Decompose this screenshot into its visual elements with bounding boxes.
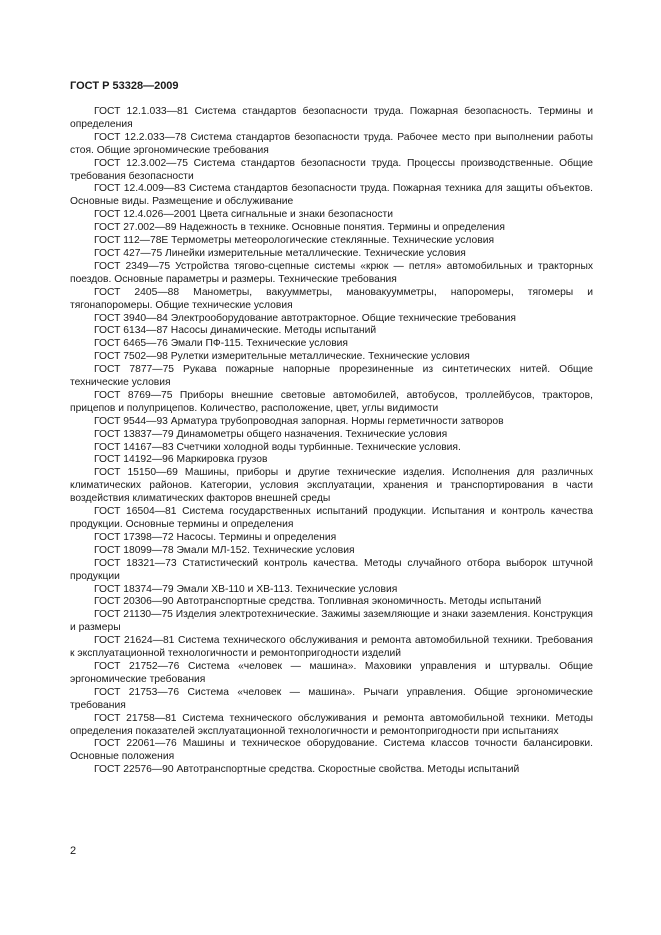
- reference-item: ГОСТ 8769—75 Приборы внешние световые автомобилей, автобусов, троллейбусов, тракторов, прицепов и полуприцепов. Количество, расположение, цвет, углы видимости: [70, 389, 593, 414]
- reference-item: ГОСТ 2405—88 Манометры, вакуумметры, мановакуумметры, напоромеры, тягомеры и тягонапоромеры. Общие технические условия: [70, 286, 593, 311]
- reference-item: ГОСТ 3940—84 Электрооборудование автотракторное. Общие технические требования: [94, 312, 517, 324]
- reference-item: ГОСТ 27.002—89 Надежность в технике. Основные понятия. Термины и определения: [94, 222, 505, 234]
- reference-item: ГОСТ 17398—72 Насосы. Термины и определения: [94, 531, 337, 543]
- reference-item: ГОСТ 22061—76 Машины и техническое оборудование. Система классов точности балансировки. Основные положения: [70, 738, 593, 763]
- reference-item: ГОСТ 427—75 Линейки измерительные металлические. Технические условия: [94, 247, 466, 259]
- reference-item: ГОСТ 112—78Е Термометры метеорологические стеклянные. Технические условия: [94, 235, 495, 247]
- reference-item: ГОСТ 21758—81 Система технического обслуживания и ремонта автомобильной техники. Методы определения показателей эксплуатационной технологичности и ремонтопригодности при испытаниях: [70, 712, 593, 737]
- reference-item: ГОСТ 6134—87 Насосы динамические. Методы испытаний: [94, 325, 377, 337]
- reference-item: ГОСТ 14167—83 Счетчики холодной воды турбинные. Технические условия.: [94, 441, 461, 453]
- reference-item: ГОСТ 16504—81 Система государственных испытаний продукции. Испытания и контроль качества продукции. Основные термины и определения: [70, 506, 593, 530]
- reference-item: ГОСТ 21753—76 Система «человек — машина». Рычаги управления. Общие эргономические требования: [70, 686, 593, 711]
- reference-item: ГОСТ 18099—78 Эмали МЛ-152. Технические условия: [94, 544, 355, 556]
- reference-item: ГОСТ 20306—90 Автотранспортные средства. Топливная экономичность. Методы испытаний: [94, 596, 542, 608]
- reference-item: ГОСТ 12.3.002—75 Система стандартов безопасности труда. Процессы производственные. Общие требования безопасности: [70, 157, 593, 182]
- reference-item: ГОСТ 12.2.033—78 Система стандартов безопасности труда. Рабочее место при выполнении работы стоя. Общие эргономические требования: [70, 131, 593, 156]
- reference-item: ГОСТ 21130—75 Изделия электротехнические. Зажимы заземляющие и знаки заземления. Конструкция и размеры: [70, 609, 593, 634]
- reference-item: ГОСТ 21624—81 Система технического обслуживания и ремонта автомобильной техники. Требования к эксплуатационной технологичности и ремонтопригодности изделий: [70, 635, 593, 660]
- reference-item: ГОСТ 9544—93 Арматура трубопроводная запорная. Нормы герметичности затворов: [94, 415, 504, 427]
- reference-item: ГОСТ 18374—79 Эмали ХВ-110 и ХВ-113. Технические условия: [94, 583, 398, 595]
- reference-item: ГОСТ 21752—76 Система «человек — машина». Маховики управления и штурвалы. Общие эргономические требования: [70, 660, 593, 685]
- reference-item: ГОСТ 22576—90 Автотранспортные средства. Скоростные свойства. Методы испытаний: [94, 764, 520, 776]
- document-header: ГОСТ Р 53328—2009: [70, 80, 179, 92]
- reference-item: ГОСТ 6465—76 Эмали ПФ-115. Технические условия: [94, 338, 348, 350]
- reference-item: ГОСТ 2349—75 Устройства тягово-сцепные системы «крюк — петля» автомобильных и тракторных поездов. Основные параметры и размеры. Технические требования: [70, 260, 593, 285]
- reference-item: ГОСТ 12.4.009—83 Система стандартов безопасности труда. Пожарная техника для защиты объектов. Основные виды. Размещение и обслуживание: [70, 183, 593, 208]
- reference-item: ГОСТ 7502—98 Рулетки измерительные металлические. Технические условия: [94, 351, 470, 363]
- reference-item: ГОСТ 7877—75 Рукава пожарные напорные прорезиненные из синтетических нитей. Общие технические условия: [70, 364, 593, 389]
- reference-item: ГОСТ 12.1.033—81 Система стандартов безопасности труда. Пожарная безопасность. Термины и определения: [70, 106, 593, 130]
- reference-item: ГОСТ 18321—73 Статистический контроль качества. Методы случайного отбора выборок штучной продукции: [70, 557, 593, 582]
- reference-item: ГОСТ 12.4.026—2001 Цвета сигнальные и знаки безопасности: [94, 209, 394, 221]
- reference-item: ГОСТ 14192—96 Маркировка грузов: [94, 454, 268, 466]
- page-number: 2: [70, 845, 77, 857]
- normative-references-list: [70, 106, 593, 777]
- reference-item: ГОСТ 15150—69 Машины, приборы и другие технические изделия. Исполнения для различных климатических районов. Категории, условия эксплуатации, хранения и транспортирования в части воздействия климатических факторов внешней среды: [70, 467, 593, 505]
- reference-item: ГОСТ 13837—79 Динамометры общего назначения. Технические условия: [94, 428, 448, 440]
